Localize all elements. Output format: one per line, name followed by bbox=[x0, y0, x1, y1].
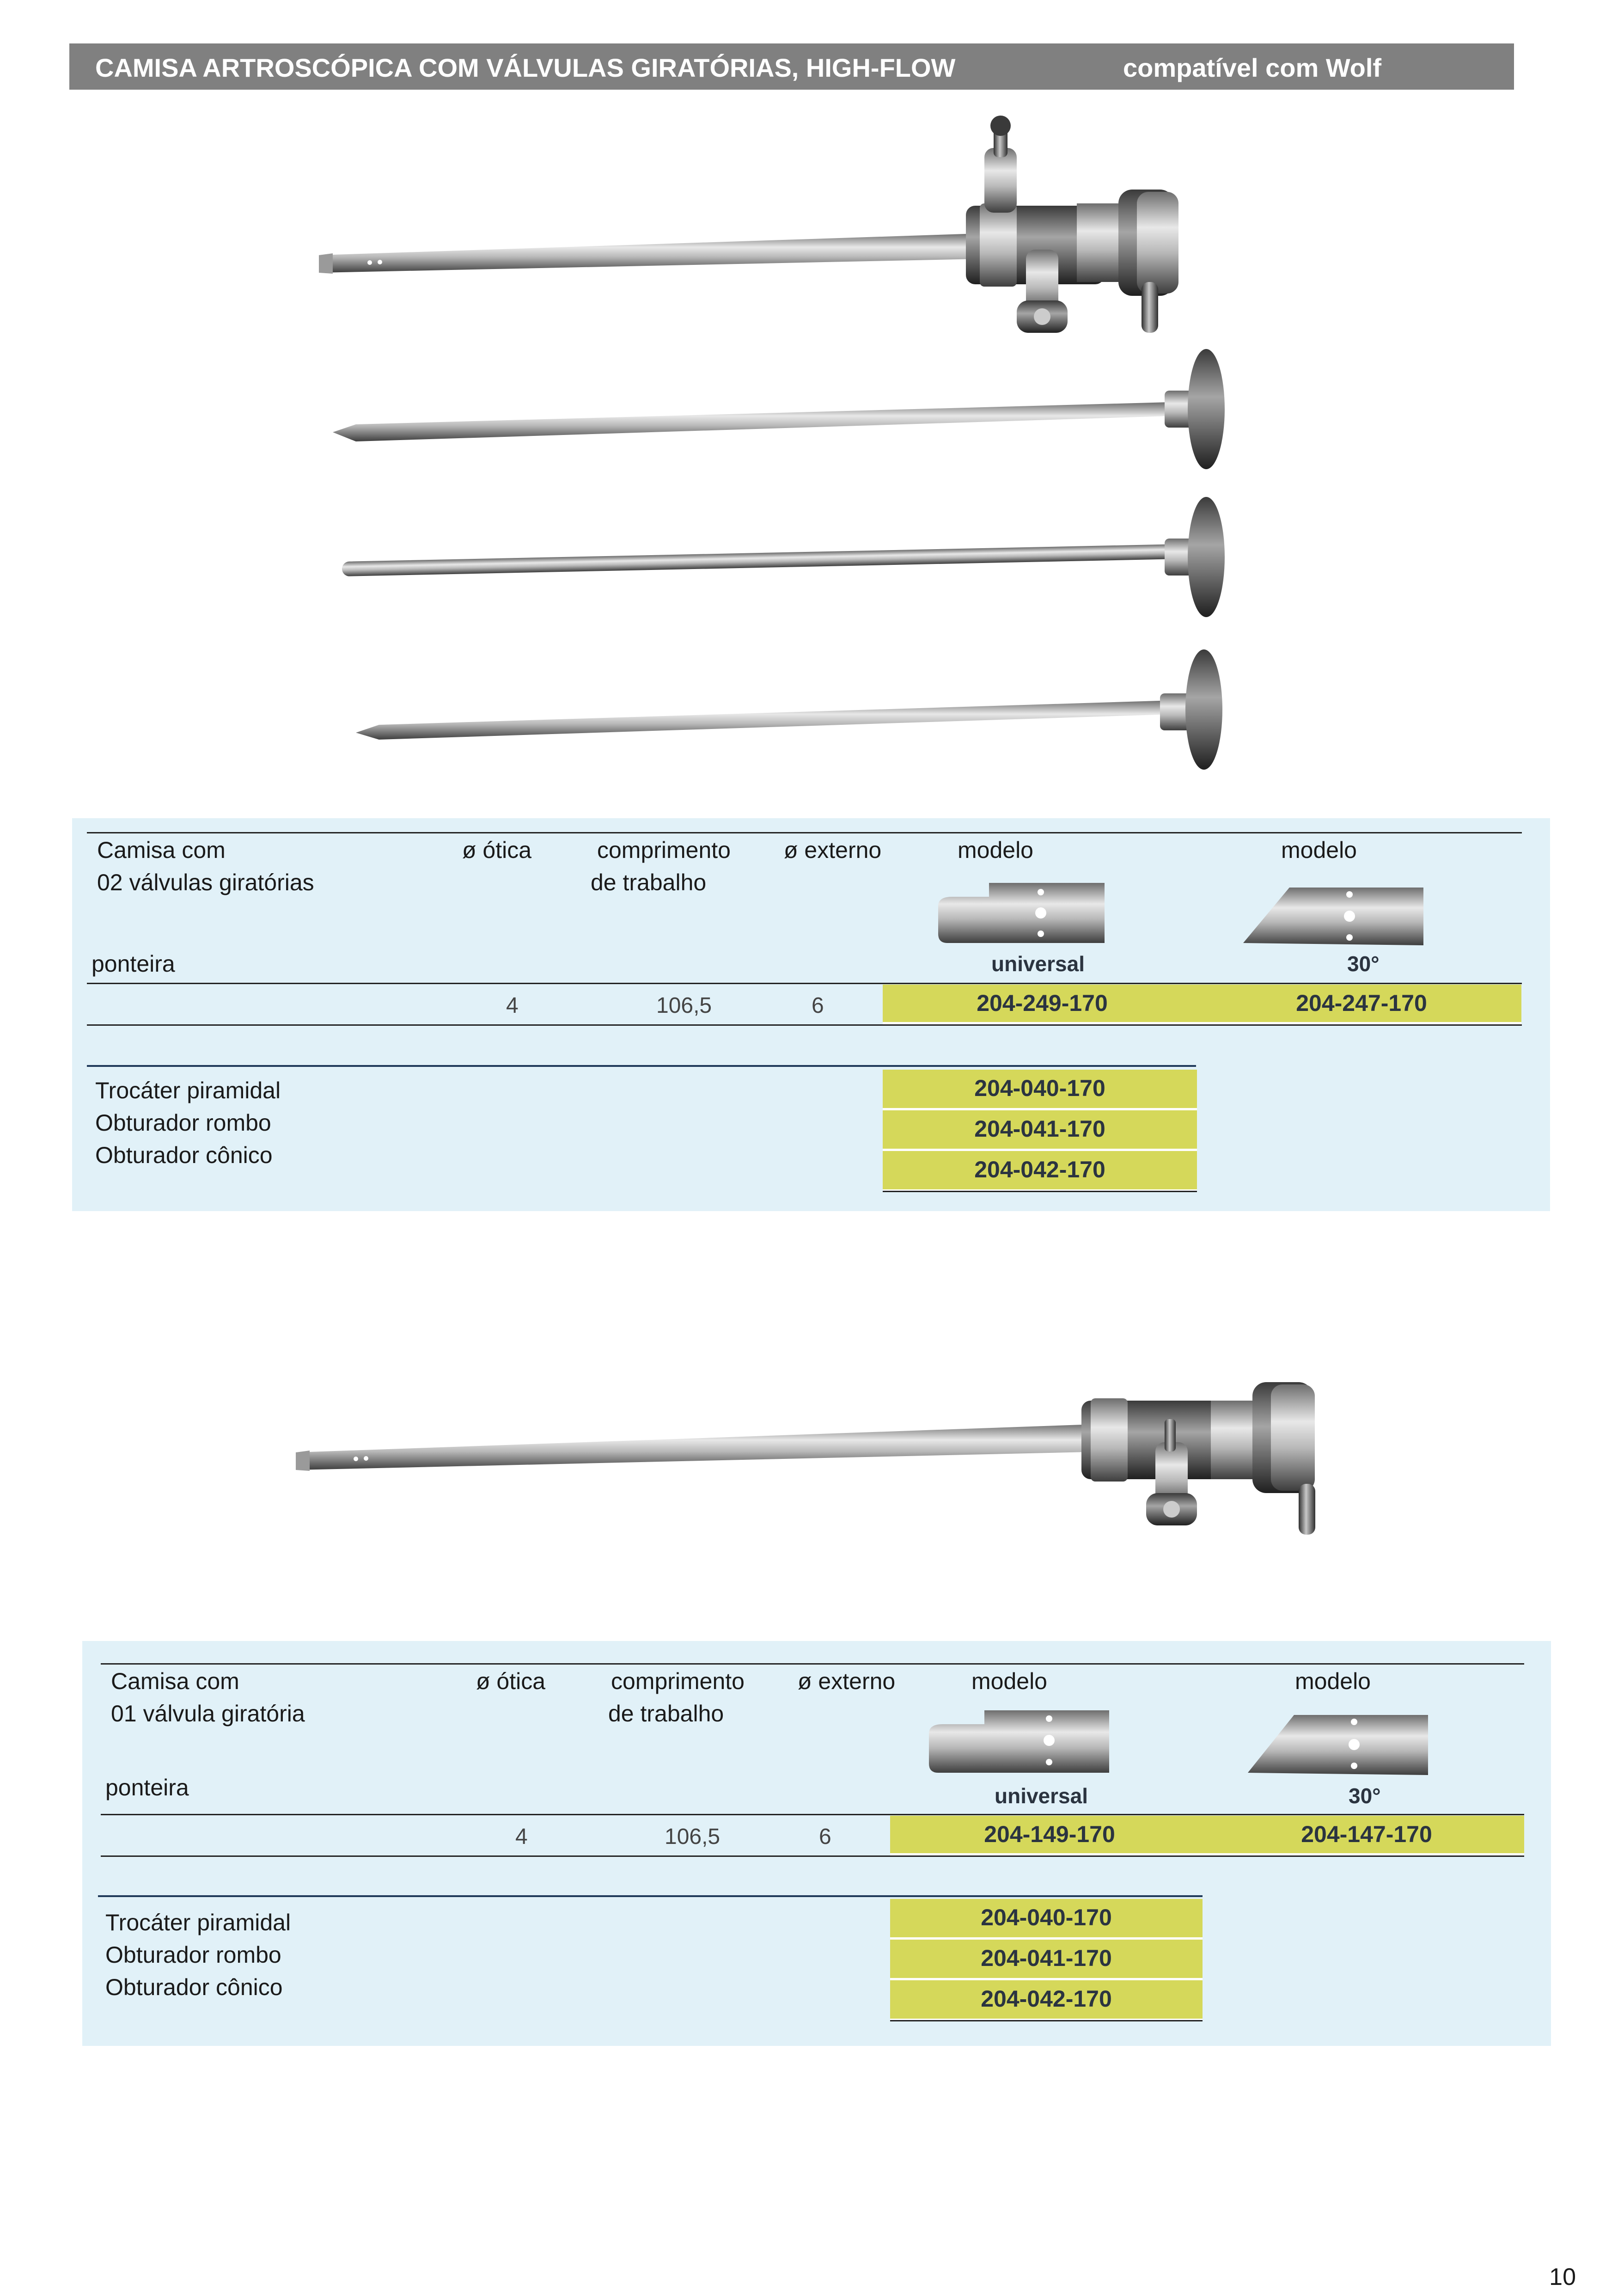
sheath-one-valve-illustration bbox=[0, 1364, 1624, 1572]
valve-top bbox=[984, 116, 1017, 213]
t2-row-label-2: 01 válvula giratória bbox=[111, 1701, 305, 1727]
table2-top-rule bbox=[101, 1663, 1524, 1665]
t2-acc-code-3: 204-042-170 bbox=[890, 1980, 1203, 2021]
t1-tip-30-icon bbox=[1239, 878, 1433, 952]
t2-code-universal: 204-149-170 bbox=[890, 1816, 1209, 1855]
t1-code-30: 204-247-170 bbox=[1202, 985, 1521, 1024]
t1-acc-label-3: Obturador cônico bbox=[95, 1142, 273, 1168]
t2-row-label-1: Camisa com bbox=[111, 1668, 239, 1694]
t1-col-comp-2: de trabalho bbox=[591, 869, 707, 895]
t1-acc-bottom-rule bbox=[883, 1191, 1197, 1192]
obturador-rombo-illustration bbox=[342, 497, 1225, 617]
t2-acc-code-2: 204-041-170 bbox=[890, 1940, 1203, 1980]
t2-acc-label-3: Obturador cônico bbox=[105, 1974, 283, 2000]
page-title: CAMISA ARTROSCÓPICA COM VÁLVULAS GIRATÓRIAS, HIGH-FLOW bbox=[95, 53, 956, 82]
t1-otica-value: 4 bbox=[506, 993, 519, 1018]
t1-col-comp-1: comprimento bbox=[597, 837, 731, 863]
t2-col-comp-2: de trabalho bbox=[608, 1701, 724, 1727]
t1-comprimento-value: 106,5 bbox=[656, 993, 712, 1018]
t2-acc-code-1: 204-040-170 bbox=[890, 1899, 1203, 1940]
t2-otica-value: 4 bbox=[515, 1825, 528, 1849]
t2-bottom-rule bbox=[101, 1855, 1524, 1857]
t1-row-label-2: 02 válvulas giratórias bbox=[97, 869, 314, 895]
t1-col-otica: ø ótica bbox=[462, 837, 532, 863]
sheath-two-valves-illustration bbox=[0, 0, 1624, 809]
t2-col-comp-1: comprimento bbox=[611, 1668, 745, 1694]
t1-acc-label-1: Trocáter piramidal bbox=[95, 1078, 281, 1103]
t1-acc-code-3: 204-042-170 bbox=[883, 1151, 1197, 1192]
t2-mid-rule bbox=[101, 1814, 1524, 1815]
table1-top-rule bbox=[87, 832, 1522, 833]
t2-tip-30-caption: 30° bbox=[1349, 1784, 1381, 1808]
t1-code-universal: 204-249-170 bbox=[883, 985, 1202, 1024]
page-number: 10 bbox=[1549, 2264, 1576, 2290]
t1-acc-top-rule bbox=[87, 1065, 1196, 1067]
t1-tip-30-caption: 30° bbox=[1347, 952, 1380, 976]
compatibility-note: compatível com Wolf bbox=[1123, 53, 1382, 82]
t2-acc-bottom-rule bbox=[890, 2020, 1203, 2021]
t1-acc-label-2: Obturador rombo bbox=[95, 1110, 271, 1136]
t2-tip-universal-icon bbox=[924, 1706, 1118, 1780]
t2-col-externo: ø externo bbox=[798, 1668, 896, 1694]
t1-mid-rule bbox=[87, 983, 1522, 984]
t2-col-otica: ø ótica bbox=[476, 1668, 546, 1694]
t1-acc-code-1: 204-040-170 bbox=[883, 1070, 1197, 1110]
t1-acc-code-2: 204-041-170 bbox=[883, 1110, 1197, 1151]
t1-externo-value: 6 bbox=[812, 993, 824, 1018]
t1-col-externo: ø externo bbox=[784, 837, 882, 863]
t1-bottom-rule bbox=[87, 1024, 1522, 1026]
t1-tip-universal-caption: universal bbox=[991, 952, 1085, 976]
t2-acc-top-rule bbox=[98, 1895, 1203, 1897]
t2-externo-value: 6 bbox=[819, 1825, 831, 1849]
t2-comprimento-value: 106,5 bbox=[665, 1825, 720, 1849]
t1-tip-universal-icon bbox=[920, 878, 1114, 952]
sheath-two-valves-tube bbox=[319, 233, 980, 274]
t2-col-modelo-1: modelo bbox=[971, 1668, 1047, 1694]
t2-tip-universal-caption: universal bbox=[995, 1784, 1088, 1808]
t2-tip-30-icon bbox=[1243, 1706, 1437, 1780]
t1-row-label-1: Camisa com bbox=[97, 837, 226, 863]
t1-col-modelo-1: modelo bbox=[958, 837, 1033, 863]
trocar-pyramidal-illustration bbox=[333, 349, 1225, 469]
t1-col-modelo-2: modelo bbox=[1281, 837, 1357, 863]
t1-ponteira: ponteira bbox=[92, 951, 175, 977]
t2-acc-label-1: Trocáter piramidal bbox=[105, 1910, 291, 1935]
t2-code-30: 204-147-170 bbox=[1209, 1816, 1524, 1855]
t2-acc-label-2: Obturador rombo bbox=[105, 1942, 281, 1968]
t2-ponteira: ponteira bbox=[105, 1775, 189, 1800]
t2-col-modelo-2: modelo bbox=[1295, 1668, 1371, 1694]
obturador-conico-illustration bbox=[356, 649, 1222, 770]
